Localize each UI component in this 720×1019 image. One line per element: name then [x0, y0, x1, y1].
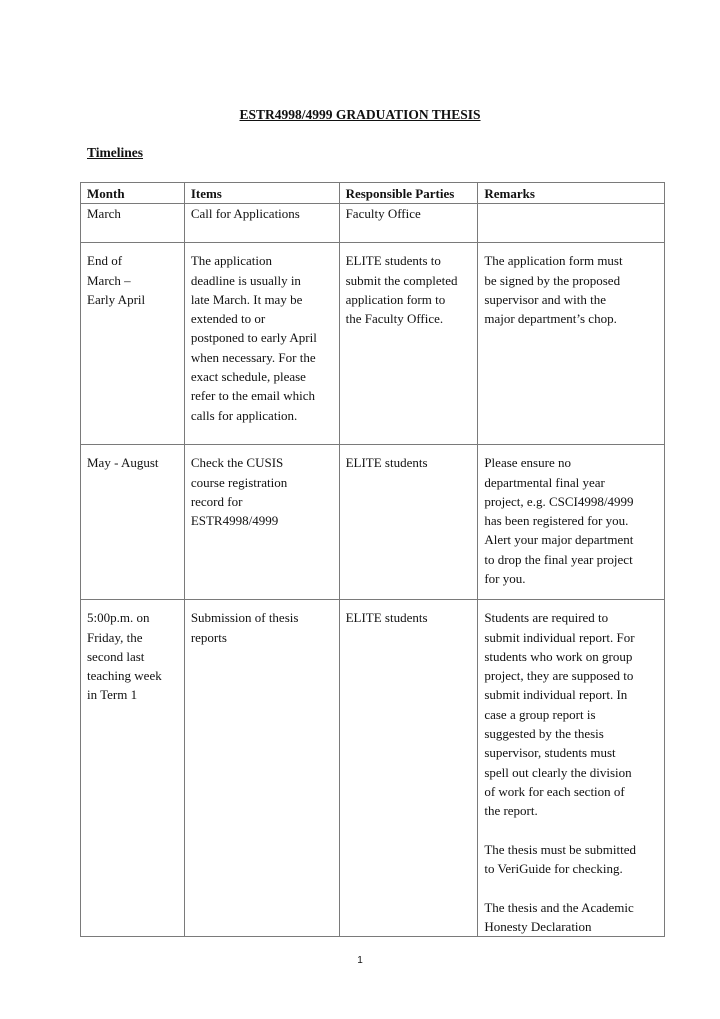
- cell-remarks: Students are required to submit individual report. For students who work on group project, they are supposed to submit individual report. In case a group report is suggested by the thesis supervisor, students must spell out clearly the division of work for each section of the report. The thesis must be submitted to VeriGuide for checking. The thesis and the Academic Honesty Declaration: [478, 600, 665, 937]
- table-row: [81, 445, 665, 600]
- document-title: ESTR4998/4999 GRADUATION THESIS: [239, 107, 481, 122]
- table-row: [81, 600, 665, 937]
- table-row: [81, 243, 665, 445]
- cell-parties: ELITE students: [339, 600, 478, 937]
- section-heading: Timelines: [87, 145, 144, 160]
- cell-month: May - August: [81, 445, 185, 600]
- table-header-row: [81, 183, 665, 204]
- cell-month: End of March – Early April: [81, 243, 185, 445]
- header-month: Month: [81, 183, 185, 204]
- cell-remarks: The application form must be signed by the proposed supervisor and with the major department’s chop.: [478, 243, 665, 445]
- cell-items: Call for Applications: [184, 204, 339, 243]
- header-remarks: Remarks: [478, 183, 665, 204]
- cell-remarks: Please ensure no departmental final year project, e.g. CSCI4998/4999 has been registered for you. Alert your major department to drop the final year project for you.: [478, 445, 665, 600]
- page-number: 1: [357, 955, 363, 966]
- cell-parties: Faculty Office: [339, 204, 478, 243]
- cell-month: 5:00p.m. on Friday, the second last teaching week in Term 1: [81, 600, 185, 937]
- cell-parties: ELITE students to submit the completed application form to the Faculty Office.: [339, 243, 478, 445]
- timeline-table: [80, 182, 665, 937]
- cell-items: Check the CUSIS course registration record for ESTR4998/4999: [184, 445, 339, 600]
- cell-month: March: [81, 204, 185, 243]
- cell-remarks: [478, 204, 665, 243]
- table-row: [81, 204, 665, 243]
- cell-items: Submission of thesis reports: [184, 600, 339, 937]
- cell-parties: ELITE students: [339, 445, 478, 600]
- header-items: Items: [184, 183, 339, 204]
- header-responsible-parties: Responsible Parties: [339, 183, 478, 204]
- cell-items: The application deadline is usually in late March. It may be extended to or postponed to early April when necessary. For the exact schedule, please refer to the email which calls for application.: [184, 243, 339, 445]
